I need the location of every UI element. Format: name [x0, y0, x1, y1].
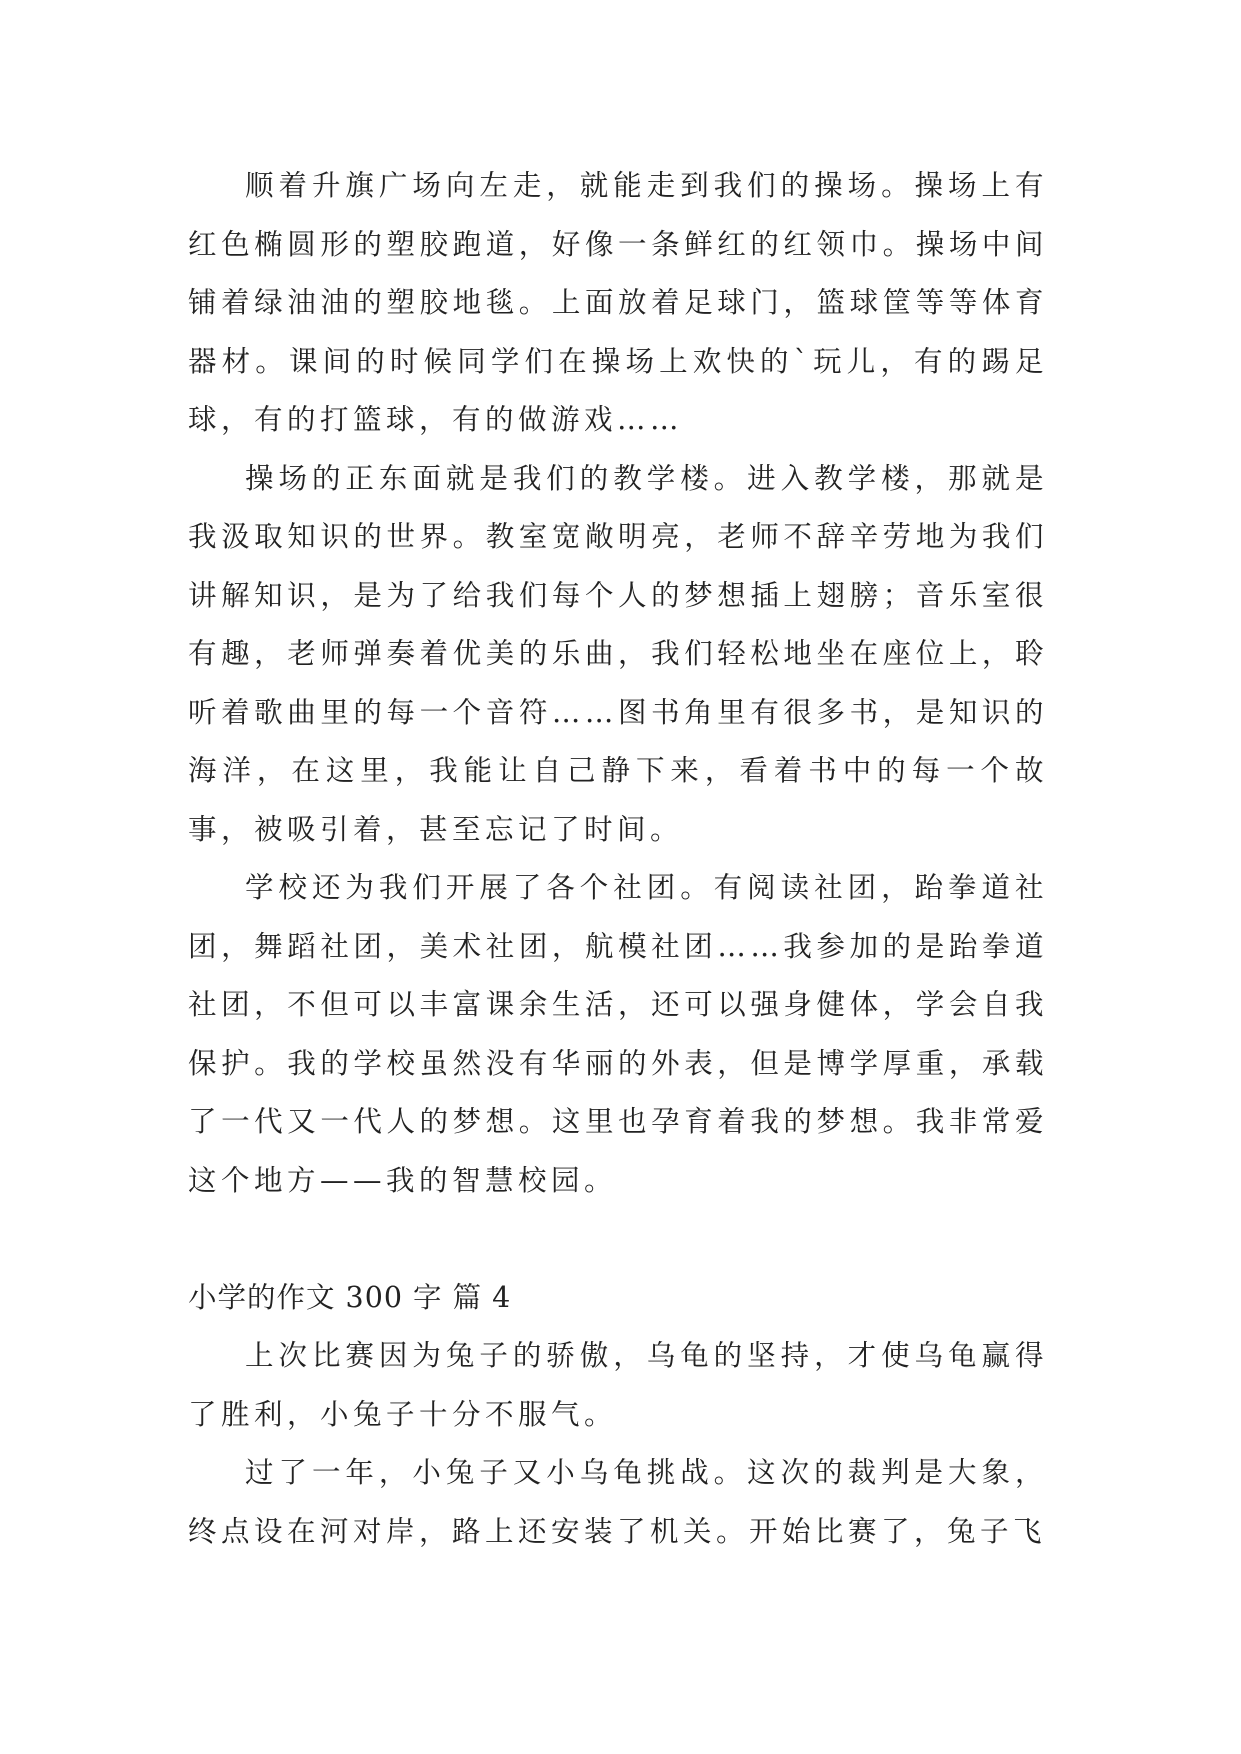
paragraph-clubs: 学校还为我们开展了各个社团。有阅读社团，跆拳道社团，舞蹈社团，美术社团，航模社团……我参加的是跆拳道社团，不但可以丰富课余生活，还可以强身健体，学会自我保护。我的学校虽然没有华丽的外表，但是博学厚重，承载了一代又一代人的梦想。这里也孕育着我的梦想。我非常爱这个地方——我的智慧校园。 — [188, 871, 1048, 1197]
document-body — [188, 157, 1048, 1561]
paragraph-race-intro: 上次比赛因为兔子的骄傲，乌龟的坚持，才使乌龟赢得了胜利，小兔子十分不服气。 — [188, 1339, 1048, 1431]
paragraph-playground: 顺着升旗广场向左走，就能走到我们的操场。操场上有红色椭圆形的塑胶跑道，好像一条鲜红的红领巾。操场中间铺着绿油油的塑胶地毯。上面放着足球门，篮球筐等等体育器材。课间的时候同学们在操场上欢快的`玩儿，有的踢足球，有的打篮球，有的做游戏…… — [188, 169, 1048, 436]
paragraph-race-challenge: 过了一年，小兔子又小乌龟挑战。这次的裁判是大象，终点设在河对岸，路上还安装了机关。开始比赛了，兔子飞 — [188, 1456, 1048, 1548]
section-heading: 小学的作文 300 字 篇 4 — [188, 1280, 512, 1314]
paragraph-teaching-building: 操场的正东面就是我们的教学楼。进入教学楼，那就是我汲取知识的世界。教室宽敞明亮，老师不辞辛劳地为我们讲解知识，是为了给我们每个人的梦想插上翅膀；音乐室很有趣，老师弹奏着优美的乐曲，我们轻松地坐在座位上，聆听着歌曲里的每一个音符……图书角里有很多书，是知识的海洋，在这里，我能让自己静下来，看着书中的每一个故事，被吸引着，甚至忘记了时间。 — [188, 461, 1048, 846]
